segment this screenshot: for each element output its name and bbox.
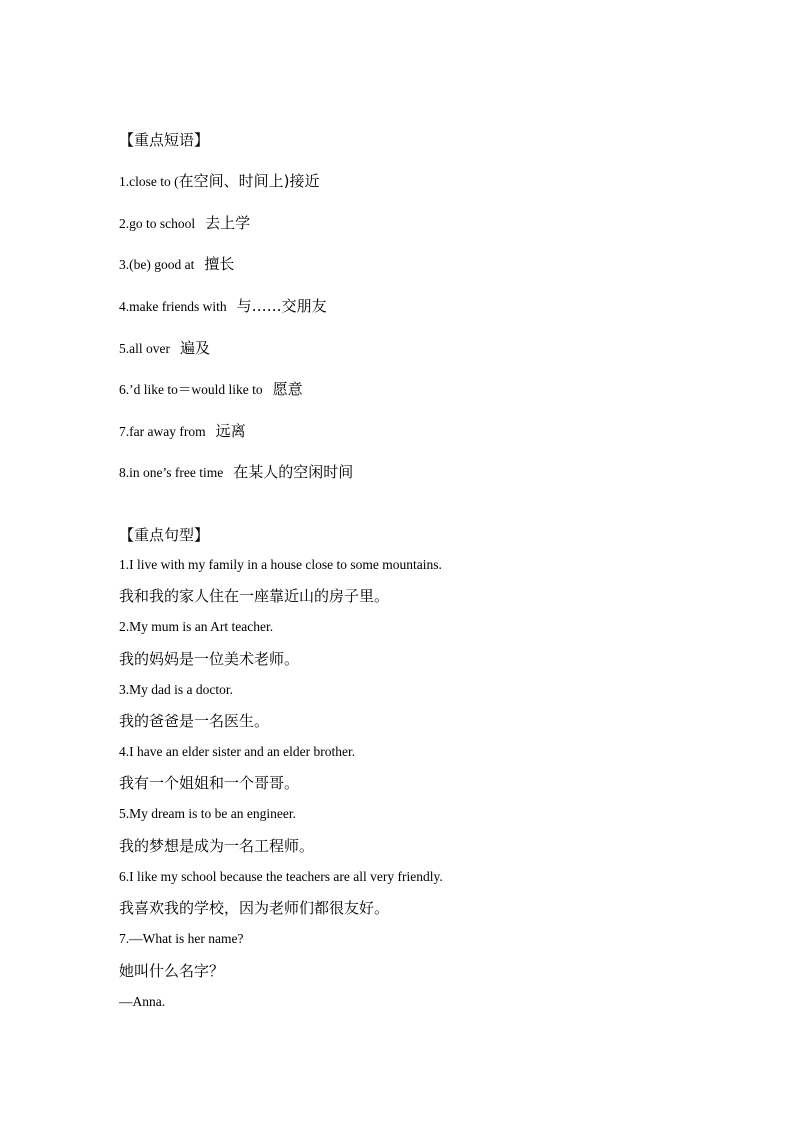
sentence-zh: 我有一个姐姐和一个哥哥。 xyxy=(119,774,300,792)
phrase-zh: 愿意 xyxy=(272,380,303,398)
phrase-item xyxy=(119,379,303,401)
sentence-zh: 我和我的家人住在一座靠近山的房子里。 xyxy=(119,587,390,605)
sentence-en: 6.I like my school because the teachers are all very friendly. xyxy=(119,869,443,884)
phrase-zh: 遍及 xyxy=(179,339,210,357)
phrase-en: 2.go to school xyxy=(119,216,196,231)
phrases-heading: 【重点短语】 xyxy=(119,131,210,149)
phrase-zh: 在空间、时间上)接近 xyxy=(178,172,320,190)
sentence-en: 7.—What is her name? xyxy=(119,931,244,946)
phrase-item xyxy=(119,462,353,484)
phrase-en: 6.’d like to＝would like to xyxy=(119,382,263,397)
phrase-en: 7.far away from xyxy=(119,424,206,439)
sentence-zh: 我的爸爸是一名医生。 xyxy=(119,712,270,730)
sentence-en: 3.My dad is a doctor. xyxy=(119,682,233,697)
phrase-zh: 与……交朋友 xyxy=(236,297,327,315)
phrase-en: 1.close to ( xyxy=(119,174,179,189)
sentence-en: 5.My dream is to be an engineer. xyxy=(119,806,296,821)
phrase-en: 4.make friends with xyxy=(119,299,227,314)
phrase-zh: 去上学 xyxy=(205,214,251,232)
sentence-en: 4.I have an elder sister and an elder brother. xyxy=(119,744,356,759)
sentence-zh: 我喜欢我的学校，因为老师们都很友好。 xyxy=(119,899,390,917)
sentence-zh: 我的妈妈是一位美术老师。 xyxy=(119,650,300,668)
phrase-zh: 擅长 xyxy=(204,255,235,273)
sentence-en: 1.I live with my family in a house close to some mountains. xyxy=(119,557,442,572)
sentence-answer: —Anna. xyxy=(119,994,166,1009)
sentences-heading: 【重点句型】 xyxy=(119,526,210,544)
phrase-item xyxy=(119,213,250,235)
phrase-en: 3.(be) good at xyxy=(119,257,195,272)
phrase-item xyxy=(119,254,234,276)
phrase-zh: 在某人的空闲时间 xyxy=(233,463,354,481)
sentence-zh: 我的梦想是成为一名工程师。 xyxy=(119,837,315,855)
sentence-en: 2.My mum is an Art teacher. xyxy=(119,619,274,634)
phrase-en: 5.all over xyxy=(119,341,170,356)
sentence-zh: 她叫什么名字？ xyxy=(119,962,225,980)
phrase-item xyxy=(119,421,246,443)
phrase-item xyxy=(119,296,327,318)
phrase-zh: 远离 xyxy=(215,422,246,440)
phrase-item xyxy=(119,171,319,193)
phrase-item xyxy=(119,338,210,360)
phrase-en: 8.in one’s free time xyxy=(119,465,224,480)
